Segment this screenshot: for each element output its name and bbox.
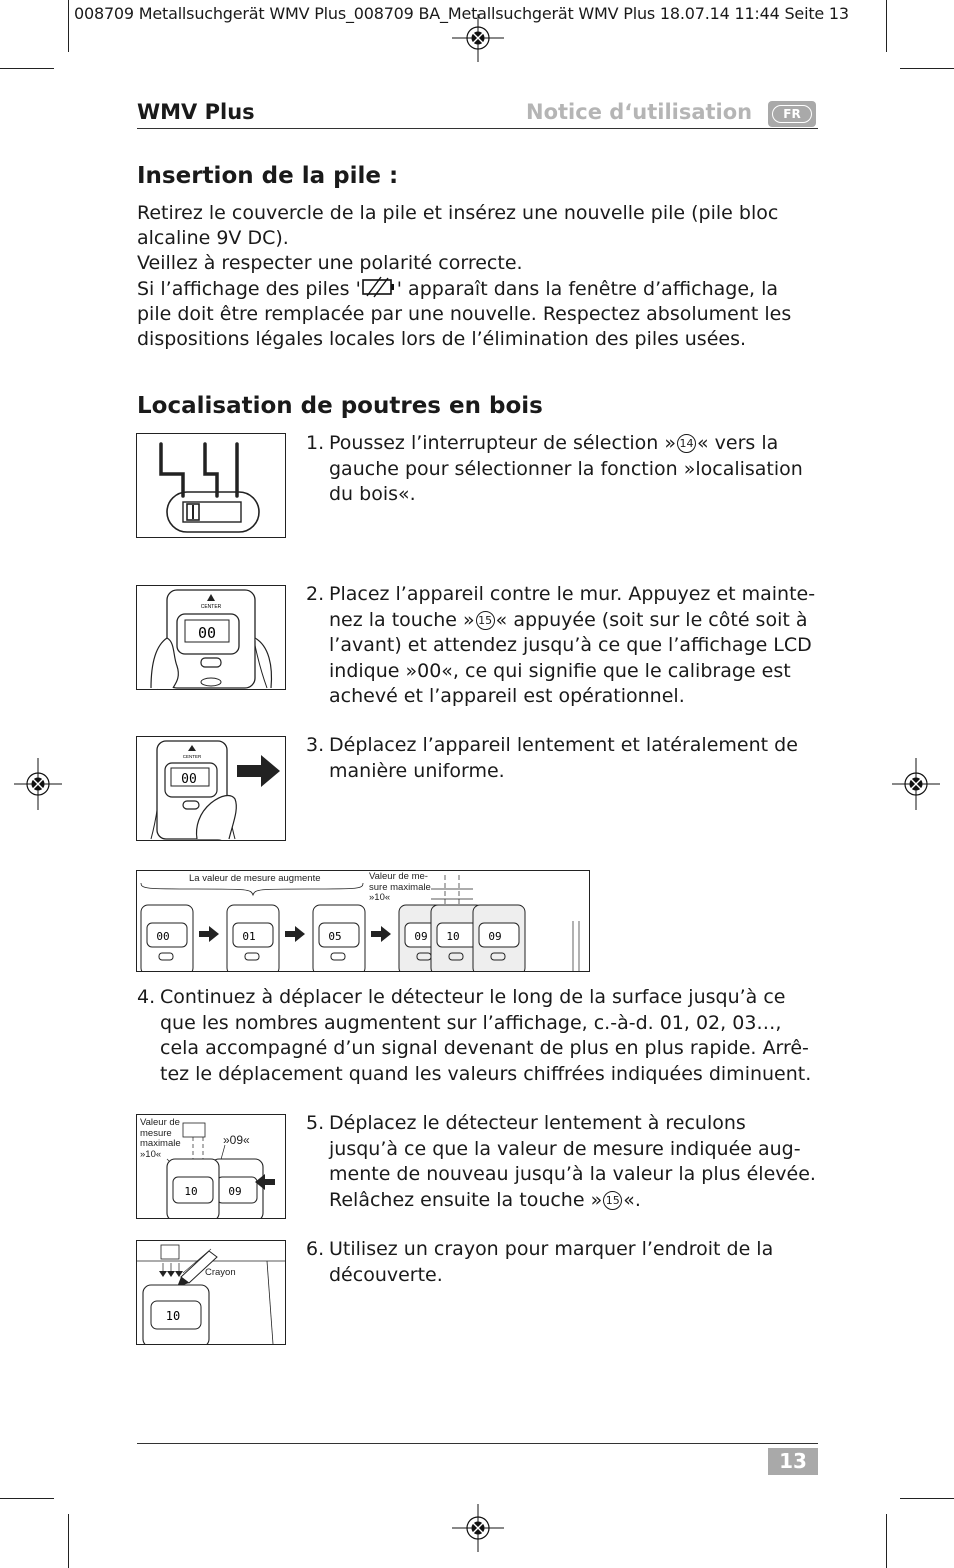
sequence-device <box>141 905 193 971</box>
language-code: FR <box>772 105 812 123</box>
low-battery-icon <box>361 276 397 298</box>
text-line: alcaline 9V DC). <box>137 227 289 249</box>
sequence-reading: 05 <box>328 930 342 943</box>
text-line <box>137 276 817 302</box>
sequence-device <box>473 905 525 971</box>
sequence-device <box>227 905 279 971</box>
section-title-battery: Insertion de la pile : <box>137 163 399 189</box>
step-3 <box>306 733 821 784</box>
step-number: 1. <box>306 432 325 454</box>
step-5 <box>306 1111 821 1213</box>
text-fragment: gauche pour sélectionner la fonction »localisation <box>329 457 803 480</box>
text-fragment: ' apparaît dans la fenêtre d’affichage, la <box>396 278 779 300</box>
step-number: 2. <box>306 583 325 605</box>
device-center-label: CENTER <box>182 754 202 759</box>
step-text <box>306 582 821 710</box>
sequence-drawing <box>137 871 589 971</box>
device-center-label: CENTER <box>200 604 222 610</box>
crop-mark <box>886 0 887 52</box>
text-line: pile doit être remplacée par une nouvelle. Respectez absolument les <box>137 303 792 325</box>
text-fragment: que les nombres augmentent sur l’affichage, c.-à-d. 01, 02, 03…, <box>160 1011 782 1034</box>
registration-mark-icon <box>892 758 940 810</box>
text-fragment: Relâchez ensuite la touche » <box>329 1188 603 1211</box>
registration-mark-icon <box>14 758 62 810</box>
header-rule <box>137 128 818 129</box>
sequence-reading: 10 <box>446 930 460 943</box>
language-badge <box>768 101 816 127</box>
step-text <box>306 1111 821 1213</box>
crop-mark <box>0 1498 54 1499</box>
text-line: »10« <box>369 892 391 903</box>
text-fragment: mente de nouveau jusqu’à la valeur la plus élevée. <box>329 1163 816 1185</box>
sequence-device <box>313 905 365 971</box>
lcd-reading: 00 <box>181 772 197 787</box>
registration-mark-icon <box>452 1504 504 1552</box>
step-4 <box>137 985 827 1087</box>
text-fragment: manière uniforme. <box>329 759 505 782</box>
text-line: maximale <box>140 1138 181 1149</box>
callout-number-15: 15 <box>476 611 495 630</box>
step-2 <box>306 582 821 710</box>
section-title-wood-beams: Localisation de poutres en bois <box>137 393 543 419</box>
text-fragment: Si l’affichage des piles ' <box>137 278 361 300</box>
text-line: Retirez le couvercle de la pile et insérez une nouvelle pile (pile bloc <box>137 202 779 224</box>
max-value-drawing <box>137 1115 285 1218</box>
step-number: 5. <box>306 1112 325 1134</box>
text-line: Valeur de <box>140 1117 180 1128</box>
device-move-figure <box>136 736 286 841</box>
footer-rule <box>137 1443 818 1444</box>
product-name: WMV Plus <box>137 100 255 124</box>
text-fragment: « appuyée (soit sur le côté soit à <box>495 608 808 631</box>
step-number: 4. <box>137 986 156 1008</box>
registration-mark-icon <box>452 14 504 62</box>
step-number: 6. <box>306 1238 325 1260</box>
sequence-reading: 00 <box>156 930 170 943</box>
label-value-increases: La valeur de mesure augmente <box>189 873 321 884</box>
text-fragment: achevé et l’appareil est opérationnel. <box>329 685 685 707</box>
step-text <box>306 431 821 508</box>
text-fragment: jusqu’à ce que la valeur de mesure indiquée aug- <box>329 1137 801 1160</box>
label-09: »09« <box>223 1133 250 1147</box>
label-pencil: Crayon <box>205 1267 236 1278</box>
crop-mark <box>68 1514 69 1568</box>
text-line: mesure <box>140 1127 172 1139</box>
selector-switch-figure <box>136 433 286 538</box>
step-number: 3. <box>306 734 325 756</box>
text-fragment: découverte. <box>329 1263 443 1286</box>
sequence-reading: 09 <box>488 930 502 943</box>
crop-mark <box>886 1514 887 1568</box>
text-fragment: cela accompagné d’un signal devenant de plus en plus rapide. Arrê- <box>160 1037 809 1059</box>
max-value-figure <box>136 1114 286 1219</box>
crop-mark <box>900 68 954 69</box>
measurement-sequence-figure <box>136 870 590 972</box>
text-fragment: du bois«. <box>329 483 416 505</box>
print-slug: 008709 Metallsuchgerät WMV Plus_008709 BA_Metallsuchgerät WMV Plus 18.07.14 11:44 Seite 13 <box>74 4 849 23</box>
pencil-mark-figure <box>136 1240 286 1345</box>
text-fragment: Déplacez l’appareil lentement et latéralement de <box>329 734 798 756</box>
text-fragment: l’avant) et attendez jusqu’à ce que l’affichage LCD <box>329 634 812 656</box>
lcd-reading: 09 <box>228 1185 242 1198</box>
text-line: Valeur de me- <box>369 871 428 882</box>
page-number: 13 <box>768 1448 818 1475</box>
step-text <box>306 1237 821 1288</box>
text-fragment: Utilisez un crayon pour marquer l’endroit de la <box>329 1238 774 1260</box>
step-1 <box>306 431 821 508</box>
text-fragment: «. <box>623 1188 641 1211</box>
sequence-reading: 01 <box>242 930 256 943</box>
callout-number-14: 14 <box>677 434 696 453</box>
step-text <box>306 733 821 784</box>
text-fragment: Placez l’appareil contre le mur. Appuyez et mainte- <box>329 583 816 605</box>
text-line: dispositions légales locales lors de l’élimination des piles usées. <box>137 328 747 350</box>
text-fragment: Poussez l’interrupteur de sélection » <box>329 432 677 454</box>
text-line: »10« <box>140 1148 162 1160</box>
text-fragment: « vers la <box>697 432 779 454</box>
text-line: sure maximale <box>369 881 431 893</box>
pencil-drawing <box>137 1241 285 1344</box>
crop-mark <box>900 1498 954 1499</box>
manual-title: Notice d‘utilisation <box>526 100 753 124</box>
step-text <box>137 985 827 1087</box>
text-fragment: tez le déplacement quand les valeurs chiffrées indiquées diminuent. <box>160 1062 812 1085</box>
lcd-reading: 10 <box>184 1185 198 1198</box>
text-line: Veillez à respecter une polarité correcte. <box>137 252 523 274</box>
lcd-reading: 10 <box>165 1309 181 1323</box>
battery-instructions <box>137 201 817 352</box>
lcd-reading: 00 <box>197 624 217 642</box>
text-fragment: Déplacez le détecteur lentement à reculons <box>329 1112 746 1134</box>
device-calibration-figure <box>136 585 286 690</box>
step-6 <box>306 1237 821 1288</box>
sequence-reading: 09 <box>414 930 428 943</box>
callout-number-15: 15 <box>603 1191 622 1210</box>
crop-mark <box>0 68 54 69</box>
crop-mark <box>68 0 69 52</box>
text-fragment: Continuez à déplacer le détecteur le long de la surface jusqu’à ce <box>160 986 786 1008</box>
text-fragment: indique »00«, ce qui signifie que le calibrage est <box>329 659 791 682</box>
text-fragment: nez la touche » <box>329 608 475 631</box>
